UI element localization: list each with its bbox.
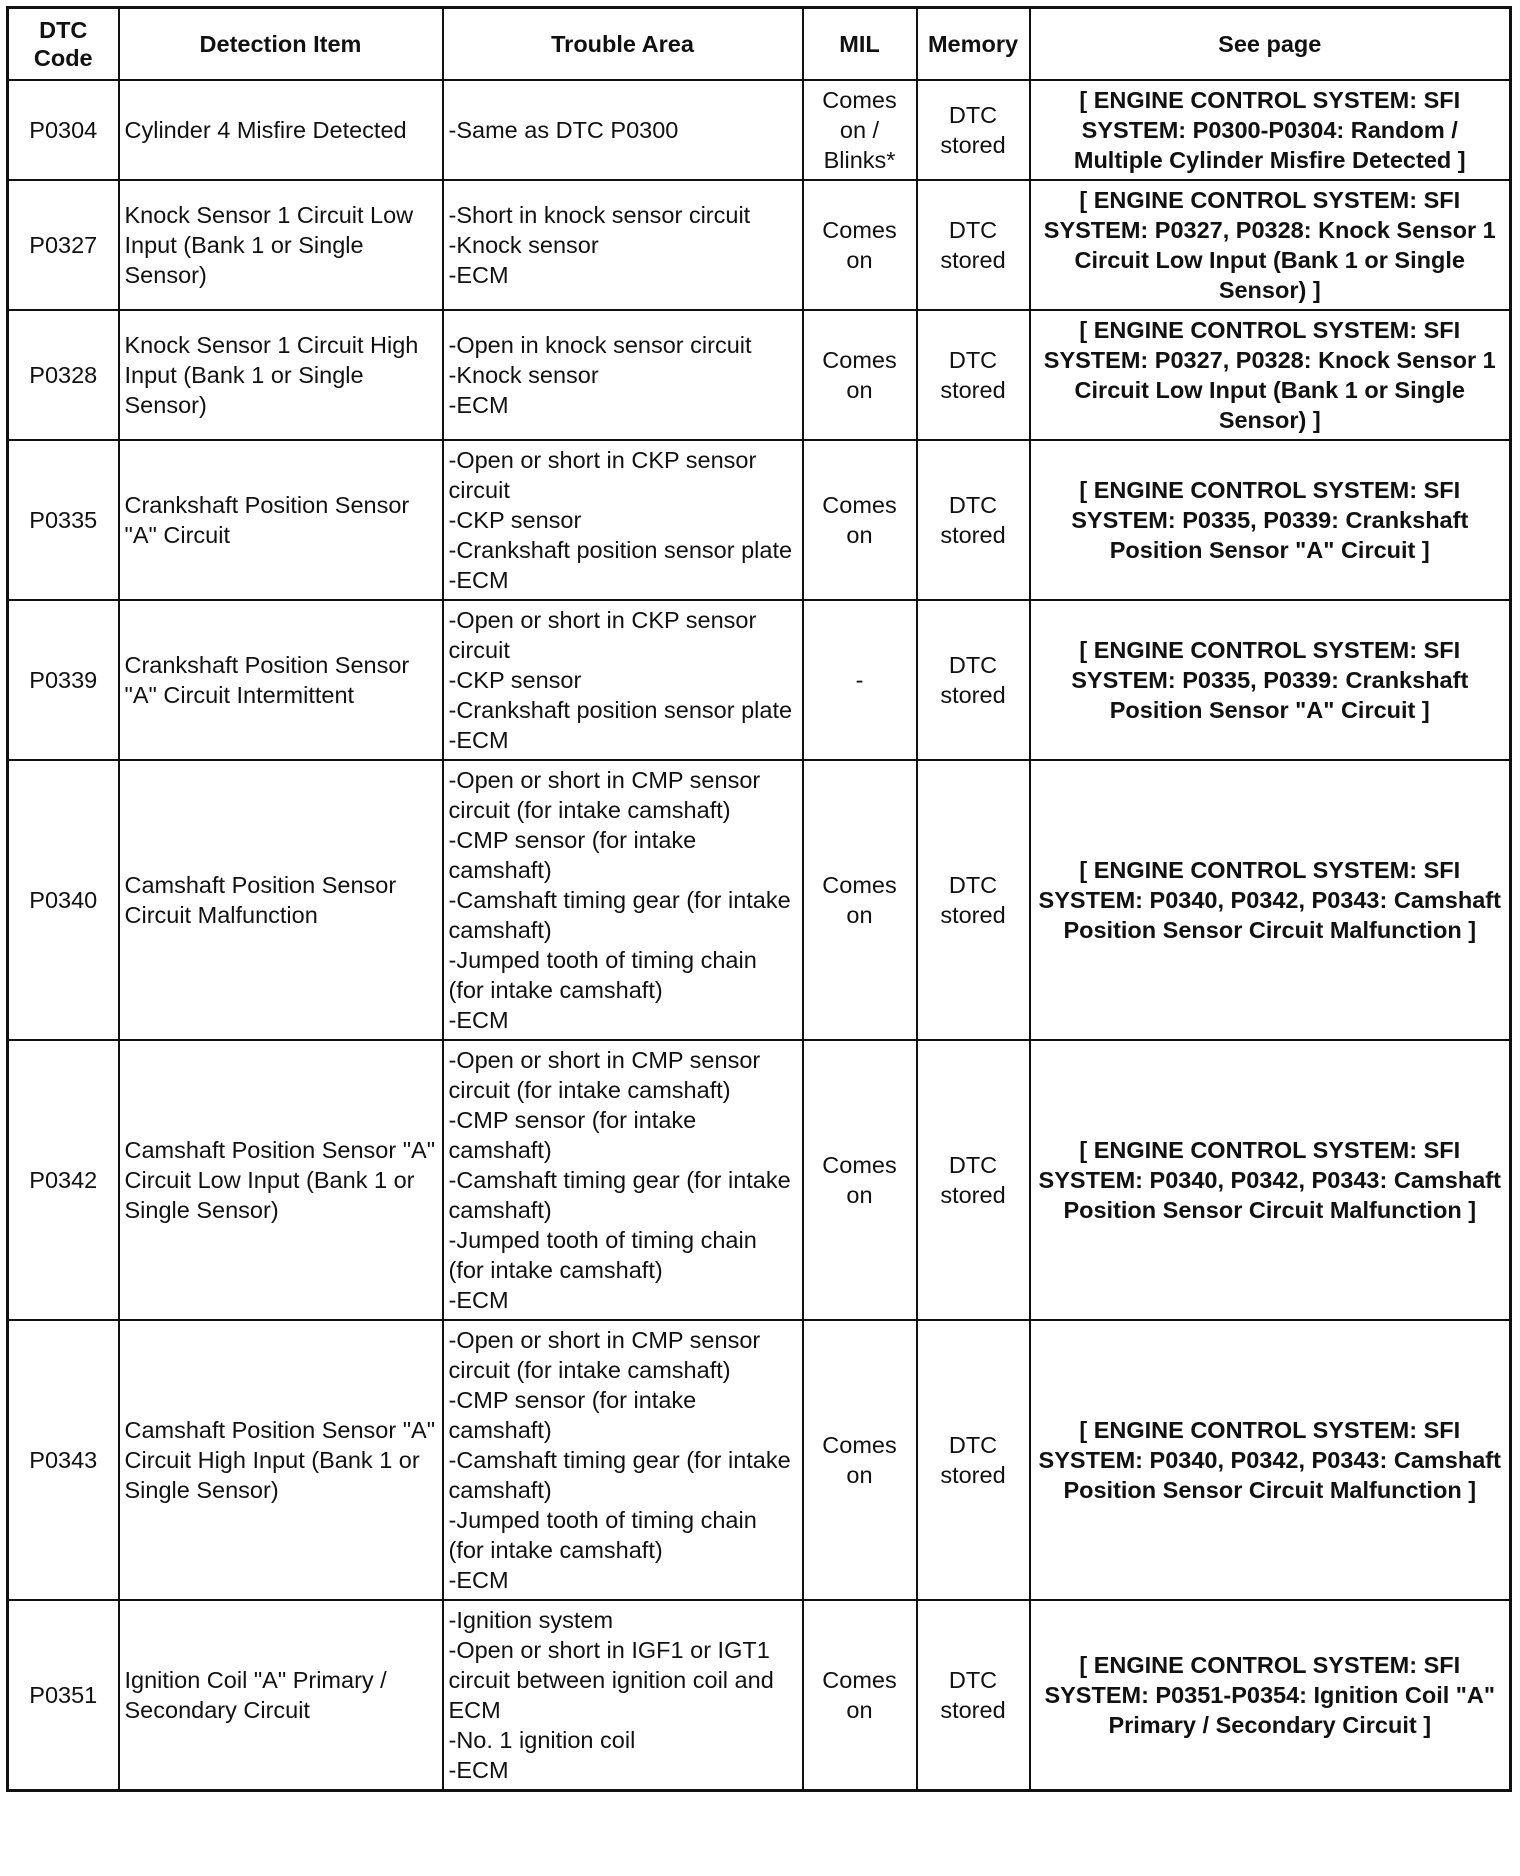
header-see-page-label: See page [1218, 31, 1322, 57]
mil-cell [803, 310, 917, 440]
detection-item-cell [119, 1320, 443, 1600]
detection-item-cell [119, 80, 443, 180]
header-trouble-area [443, 8, 803, 81]
mil-status: Comes on [822, 217, 897, 273]
table-row [8, 1320, 1511, 1600]
mil-status: Comes on [822, 492, 897, 548]
header-detection-item [119, 8, 443, 81]
dtc-code: P0343 [29, 1447, 98, 1473]
header-trouble-area-label: Trouble Area [551, 31, 694, 57]
header-detection-item-label: Detection Item [199, 31, 362, 57]
mil-cell [803, 80, 917, 180]
trouble-area: -Open or short in CMP sensor circuit (for intake camshaft) -CMP sensor (for intake camshaft) -Camshaft timing gear (for intake camshaft) -Jumped tooth of timing chain (for intake camshaft) -ECM [448, 1327, 791, 1593]
see-page-cell [1030, 80, 1511, 180]
table-row [8, 1040, 1511, 1320]
dtc-code-cell [8, 1040, 119, 1320]
mil-status: Comes on / Blinks* [822, 87, 897, 173]
header-row [8, 8, 1511, 81]
mil-status: Comes on [822, 1667, 897, 1723]
trouble-area-cell [443, 600, 803, 760]
mil-cell [803, 600, 917, 760]
memory-cell [917, 180, 1030, 310]
mil-cell [803, 180, 917, 310]
see-page-link[interactable]: [ ENGINE CONTROL SYSTEM: SFI SYSTEM: P0340, P0342, P0343: Camshaft Position Sensor Circuit Malfunction ] [1038, 857, 1501, 943]
see-page-link[interactable]: [ ENGINE CONTROL SYSTEM: SFI SYSTEM: P0340, P0342, P0343: Camshaft Position Sensor Circuit Malfunction ] [1038, 1137, 1501, 1223]
trouble-area: -Open or short in CMP sensor circuit (for intake camshaft) -CMP sensor (for intake camshaft) -Camshaft timing gear (for intake camshaft) -Jumped tooth of timing chain (for intake camshaft) -ECM [448, 767, 791, 1033]
memory-status: DTC stored [940, 872, 1006, 928]
detection-item: Cylinder 4 Misfire Detected [124, 117, 407, 143]
detection-item-cell [119, 310, 443, 440]
trouble-area-cell [443, 310, 803, 440]
dtc-code-cell [8, 310, 119, 440]
header-memory-label: Memory [927, 31, 1019, 57]
header-mil [803, 8, 917, 81]
table-row [8, 600, 1511, 760]
dtc-code-cell [8, 1320, 119, 1600]
table-row [8, 760, 1511, 1040]
header-mil-label: MIL [839, 31, 880, 57]
memory-status: DTC stored [940, 102, 1006, 158]
dtc-code-cell [8, 760, 119, 1040]
memory-status: DTC stored [940, 652, 1006, 708]
mil-status: Comes on [822, 347, 897, 403]
detection-item-cell [119, 1600, 443, 1791]
see-page-link[interactable]: [ ENGINE CONTROL SYSTEM: SFI SYSTEM: P0327, P0328: Knock Sensor 1 Circuit Low Input (Bank 1 or Single Sensor) ] [1043, 187, 1496, 303]
trouble-area-cell [443, 760, 803, 1040]
dtc-code: P0340 [29, 887, 98, 913]
see-page-link[interactable]: [ ENGINE CONTROL SYSTEM: SFI SYSTEM: P0327, P0328: Knock Sensor 1 Circuit Low Input (Bank 1 or Single Sensor) ] [1043, 317, 1496, 433]
memory-status: DTC stored [940, 1667, 1006, 1723]
trouble-area: -Open or short in CMP sensor circuit (for intake camshaft) -CMP sensor (for intake camshaft) -Camshaft timing gear (for intake camshaft) -Jumped tooth of timing chain (for intake camshaft) -ECM [448, 1047, 791, 1313]
header-memory [917, 8, 1030, 81]
trouble-area-cell [443, 1040, 803, 1320]
mil-status: - [855, 667, 864, 693]
mil-cell [803, 1600, 917, 1791]
memory-cell [917, 1040, 1030, 1320]
trouble-area: -Open or short in CKP sensor circuit -CKP sensor -Crankshaft position sensor plate -ECM [448, 607, 793, 753]
detection-item: Ignition Coil "A" Primary / Secondary Circuit [124, 1667, 387, 1723]
dtc-code: P0351 [29, 1682, 98, 1708]
detection-item: Knock Sensor 1 Circuit Low Input (Bank 1 or Single Sensor) [124, 202, 414, 288]
dtc-code: P0328 [29, 362, 98, 388]
dtc-code-cell [8, 80, 119, 180]
trouble-area-cell [443, 1320, 803, 1600]
trouble-area-cell [443, 440, 803, 600]
mil-cell [803, 1040, 917, 1320]
trouble-area: -Same as DTC P0300 [448, 117, 679, 143]
trouble-area: -Open in knock sensor circuit -Knock sensor -ECM [448, 332, 752, 418]
memory-status: DTC stored [940, 1432, 1006, 1488]
table-row [8, 440, 1511, 600]
dtc-code-cell [8, 440, 119, 600]
table-row [8, 1600, 1511, 1791]
mil-cell [803, 440, 917, 600]
table-row [8, 310, 1511, 440]
dtc-code: P0335 [29, 507, 98, 533]
detection-item-cell [119, 440, 443, 600]
detection-item: Camshaft Position Sensor "A" Circuit High Input (Bank 1 or Single Sensor) [124, 1417, 436, 1503]
header-dtc-code-label: DTC Code [33, 17, 93, 71]
see-page-cell [1030, 760, 1511, 1040]
memory-cell [917, 760, 1030, 1040]
dtc-code-cell [8, 180, 119, 310]
detection-item: Camshaft Position Sensor Circuit Malfunction [124, 872, 397, 928]
dtc-code-cell [8, 1600, 119, 1791]
dtc-code-cell [8, 600, 119, 760]
see-page-link[interactable]: [ ENGINE CONTROL SYSTEM: SFI SYSTEM: P0335, P0339: Crankshaft Position Sensor "A" Circuit ] [1071, 637, 1469, 723]
trouble-area: -Ignition system -Open or short in IGF1 or IGT1 circuit between ignition coil and ECM -No. 1 ignition coil -ECM [448, 1607, 774, 1783]
see-page-link[interactable]: [ ENGINE CONTROL SYSTEM: SFI SYSTEM: P0340, P0342, P0343: Camshaft Position Sensor Circuit Malfunction ] [1038, 1417, 1501, 1503]
see-page-cell [1030, 180, 1511, 310]
table-body [8, 80, 1511, 1791]
trouble-area-cell [443, 1600, 803, 1791]
see-page-cell [1030, 1040, 1511, 1320]
see-page-link[interactable]: [ ENGINE CONTROL SYSTEM: SFI SYSTEM: P0335, P0339: Crankshaft Position Sensor "A" Circuit ] [1071, 477, 1469, 563]
see-page-cell [1030, 310, 1511, 440]
dtc-code: P0339 [29, 667, 98, 693]
table-row [8, 180, 1511, 310]
detection-item-cell [119, 600, 443, 760]
dtc-table [6, 6, 1512, 1792]
memory-cell [917, 80, 1030, 180]
memory-cell [917, 1600, 1030, 1791]
memory-cell [917, 600, 1030, 760]
memory-cell [917, 310, 1030, 440]
detection-item: Camshaft Position Sensor "A" Circuit Low Input (Bank 1 or Single Sensor) [124, 1137, 436, 1223]
memory-status: DTC stored [940, 217, 1006, 273]
detection-item: Crankshaft Position Sensor "A" Circuit [124, 492, 410, 548]
detection-item: Crankshaft Position Sensor "A" Circuit Intermittent [124, 652, 410, 708]
see-page-cell [1030, 440, 1511, 600]
dtc-code: P0327 [29, 232, 98, 258]
trouble-area-cell [443, 180, 803, 310]
detection-item-cell [119, 1040, 443, 1320]
detection-item-cell [119, 180, 443, 310]
see-page-cell [1030, 1320, 1511, 1600]
trouble-area: -Open or short in CKP sensor circuit -CKP sensor -Crankshaft position sensor plate -ECM [448, 447, 793, 593]
memory-status: DTC stored [940, 347, 1006, 403]
table-row [8, 80, 1511, 180]
table-header [8, 8, 1511, 81]
detection-item: Knock Sensor 1 Circuit High Input (Bank 1 or Single Sensor) [124, 332, 419, 418]
trouble-area-cell [443, 80, 803, 180]
mil-cell [803, 1320, 917, 1600]
memory-cell [917, 1320, 1030, 1600]
see-page-cell [1030, 600, 1511, 760]
memory-status: DTC stored [940, 1152, 1006, 1208]
header-dtc-code [8, 8, 119, 81]
mil-status: Comes on [822, 872, 897, 928]
see-page-cell [1030, 1600, 1511, 1791]
dtc-code: P0342 [29, 1167, 98, 1193]
mil-status: Comes on [822, 1152, 897, 1208]
memory-cell [917, 440, 1030, 600]
memory-status: DTC stored [940, 492, 1006, 548]
dtc-code: P0304 [29, 117, 98, 143]
header-see-page [1030, 8, 1511, 81]
see-page-link[interactable]: [ ENGINE CONTROL SYSTEM: SFI SYSTEM: P0351-P0354: Ignition Coil "A" Primary / Secondary Circuit ] [1044, 1652, 1496, 1738]
trouble-area: -Short in knock sensor circuit -Knock sensor -ECM [448, 202, 751, 288]
see-page-link[interactable]: [ ENGINE CONTROL SYSTEM: SFI SYSTEM: P0300-P0304: Random / Multiple Cylinder Misfire Detected ] [1073, 87, 1466, 173]
mil-status: Comes on [822, 1432, 897, 1488]
detection-item-cell [119, 760, 443, 1040]
mil-cell [803, 760, 917, 1040]
